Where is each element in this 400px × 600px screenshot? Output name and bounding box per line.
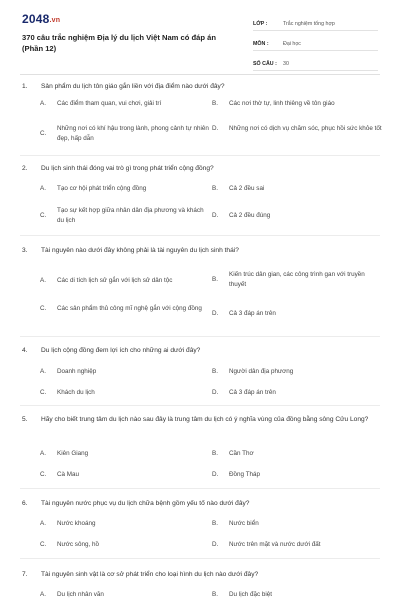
option-letter: D. bbox=[212, 125, 219, 132]
option-letter: D. bbox=[212, 310, 219, 317]
option-text: Cà Mau bbox=[57, 471, 80, 478]
question-stem: Du lịch cộng đồng đem lợi ích cho những ai dưới đây? bbox=[41, 347, 201, 354]
option-d[interactable] bbox=[212, 540, 382, 550]
meta-value: 30 bbox=[283, 61, 289, 67]
option-letter: C. bbox=[40, 389, 47, 396]
option-text: Người dân địa phương bbox=[229, 368, 294, 375]
option-text: Các di tích lịch sử gắn với lịch sử dân tộc bbox=[57, 277, 173, 284]
option-d[interactable] bbox=[212, 124, 382, 134]
option-letter: A. bbox=[40, 591, 46, 598]
option-c[interactable] bbox=[40, 124, 210, 144]
option-letter: A. bbox=[40, 185, 46, 192]
option-letter: B. bbox=[212, 520, 218, 527]
option-letter: A. bbox=[40, 368, 46, 375]
option-text: Nước sông, hồ bbox=[57, 541, 99, 548]
question-divider bbox=[20, 235, 380, 236]
option-text: Cả 3 đáp án trên bbox=[229, 389, 276, 396]
question-stem: Tài nguyên sinh vật là cơ sở phát triển cho loại hình du lịch nào dưới đây? bbox=[41, 571, 259, 578]
question-number: 5. bbox=[22, 416, 28, 423]
question-divider bbox=[20, 155, 380, 156]
option-b[interactable] bbox=[212, 449, 382, 459]
question-2 bbox=[20, 163, 380, 224]
question-stem: Sản phẩm du lịch tôn giáo gắn liền với địa điểm nào dưới đây? bbox=[41, 83, 225, 90]
option-text: Tạo cơ hội phát triển cộng đồng bbox=[57, 185, 147, 192]
question-divider bbox=[20, 558, 380, 559]
question-text bbox=[20, 81, 380, 92]
option-d[interactable] bbox=[212, 388, 382, 398]
option-text: Cả 3 đáp án trên bbox=[229, 310, 276, 317]
option-letter: B. bbox=[212, 185, 218, 192]
option-text: Các sản phẩm thủ công mĩ nghệ gắn với cộng đồng bbox=[57, 305, 202, 312]
question-text bbox=[20, 498, 380, 509]
option-letter: A. bbox=[40, 520, 46, 527]
option-text: Doanh nghiệp bbox=[57, 368, 97, 375]
option-text: Kiên Giang bbox=[57, 450, 89, 457]
question-7 bbox=[20, 569, 380, 598]
option-b[interactable] bbox=[212, 270, 382, 290]
option-a[interactable] bbox=[40, 519, 210, 529]
question-3 bbox=[20, 245, 380, 317]
question-text bbox=[20, 345, 380, 356]
option-a[interactable] bbox=[40, 367, 210, 377]
question-number: 6. bbox=[22, 500, 28, 507]
question-stem: Tài nguyên nào dưới đây không phải là tài nguyên du lịch sinh thái? bbox=[41, 247, 239, 254]
meta-row-count bbox=[253, 54, 378, 71]
option-letter: C. bbox=[40, 130, 47, 137]
option-text: Nước trên mặt và nước dưới đất bbox=[229, 541, 321, 548]
option-c[interactable] bbox=[40, 388, 210, 398]
option-letter: D. bbox=[212, 389, 219, 396]
meta-row-class bbox=[253, 14, 378, 31]
option-letter: C. bbox=[40, 212, 47, 219]
option-text: Cả 2 đều sai bbox=[229, 185, 265, 192]
meta-label: LỚP : bbox=[253, 21, 268, 27]
question-6 bbox=[20, 498, 380, 548]
option-text: Các điểm tham quan, vui chơi, giải trí bbox=[57, 100, 162, 107]
meta-row-subject bbox=[253, 34, 378, 51]
option-letter: A. bbox=[40, 277, 46, 284]
option-b[interactable] bbox=[212, 519, 382, 529]
option-a[interactable] bbox=[40, 449, 210, 459]
option-text: Du lịch nhân văn bbox=[57, 591, 104, 598]
question-text bbox=[20, 163, 380, 174]
option-letter: D. bbox=[212, 541, 219, 548]
question-number: 1. bbox=[22, 83, 28, 90]
option-text: Cần Thơ bbox=[229, 450, 254, 457]
question-divider bbox=[20, 405, 380, 406]
option-letter: D. bbox=[212, 212, 219, 219]
option-text: Đồng Tháp bbox=[229, 471, 261, 478]
question-text bbox=[20, 414, 380, 425]
question-4 bbox=[20, 345, 380, 396]
option-letter: A. bbox=[40, 100, 46, 107]
question-1 bbox=[20, 81, 382, 142]
option-letter: B. bbox=[212, 450, 218, 457]
option-d[interactable] bbox=[212, 309, 382, 319]
document-header bbox=[0, 0, 400, 70]
header-divider bbox=[20, 74, 380, 75]
question-number: 3. bbox=[22, 247, 28, 254]
question-divider bbox=[20, 336, 380, 337]
option-letter: A. bbox=[40, 450, 46, 457]
question-text bbox=[20, 569, 380, 580]
option-a[interactable] bbox=[40, 184, 210, 194]
meta-label: SỐ CÂU : bbox=[253, 61, 277, 67]
question-number: 4. bbox=[22, 347, 28, 354]
option-a[interactable] bbox=[40, 276, 210, 286]
option-d[interactable] bbox=[212, 470, 382, 480]
question-5 bbox=[20, 414, 380, 478]
logo-main: 2048 bbox=[22, 12, 50, 26]
option-letter: C. bbox=[40, 471, 47, 478]
option-c[interactable] bbox=[40, 206, 210, 226]
option-c[interactable] bbox=[40, 304, 210, 314]
meta-value: Trắc nghiệm tổng hợp bbox=[283, 21, 335, 27]
document-meta bbox=[253, 14, 378, 74]
site-logo[interactable] bbox=[22, 12, 60, 26]
option-text: Du lịch đặc biệt bbox=[229, 591, 273, 598]
option-text: Kiến trúc dân gian, các công trình gan với truyền thuyết bbox=[229, 271, 365, 288]
question-divider bbox=[20, 488, 380, 489]
option-text: Nước khoáng bbox=[57, 520, 96, 527]
meta-value: Đại học bbox=[283, 41, 301, 47]
question-number: 7. bbox=[22, 571, 28, 578]
option-text: Nước biển bbox=[229, 520, 259, 527]
option-text: Các nơi thờ tự, linh thiêng về tôn giáo bbox=[229, 100, 335, 107]
question-stem: Tài nguyên nước phục vụ du lịch chữa bệnh gồm yếu tố nào dưới đây? bbox=[41, 500, 250, 507]
logo-suffix: .vn bbox=[49, 17, 61, 24]
option-d[interactable] bbox=[212, 211, 382, 221]
option-b[interactable] bbox=[212, 184, 382, 194]
option-letter: C. bbox=[40, 541, 47, 548]
option-a[interactable] bbox=[40, 590, 210, 600]
document-title: 370 câu trắc nghiệm Địa lý du lịch Việt Nam có đáp án (Phần 12) bbox=[22, 33, 216, 53]
option-b[interactable] bbox=[212, 99, 382, 109]
option-text: Những nơi có dịch vụ chăm sóc, phục hồi sức khỏe tốt bbox=[229, 125, 382, 132]
option-text: Những nơi có khí hậu trong lành, phong cảnh tự nhiên đẹp, hấp dẫn bbox=[57, 125, 209, 142]
option-b[interactable] bbox=[212, 367, 382, 377]
option-letter: B. bbox=[212, 368, 218, 375]
question-text bbox=[20, 245, 380, 256]
option-letter: B. bbox=[212, 591, 218, 598]
option-text: Cả 2 đều đúng bbox=[229, 212, 271, 219]
option-a[interactable] bbox=[40, 99, 210, 109]
option-b[interactable] bbox=[212, 590, 382, 600]
option-letter: B. bbox=[212, 276, 218, 283]
question-stem: Du lịch sinh thái đóng vai trò gì trong phát triển cộng đồng? bbox=[41, 165, 214, 172]
meta-label: MÔN : bbox=[253, 41, 269, 47]
option-text: Tạo sự kết hợp giữa nhân dân địa phương và khách du lịch bbox=[57, 207, 204, 224]
question-stem: Hãy cho biết trung tâm du lịch nào sau đây là trung tâm du lịch có ý nghĩa vùng của đồng bằng sông Cửu Long? bbox=[41, 416, 369, 423]
option-letter: C. bbox=[40, 305, 47, 312]
option-letter: D. bbox=[212, 471, 219, 478]
option-letter: B. bbox=[212, 100, 218, 107]
question-number: 2. bbox=[22, 165, 28, 172]
option-c[interactable] bbox=[40, 470, 210, 480]
option-text: Khách du lịch bbox=[57, 389, 95, 396]
option-c[interactable] bbox=[40, 540, 210, 550]
